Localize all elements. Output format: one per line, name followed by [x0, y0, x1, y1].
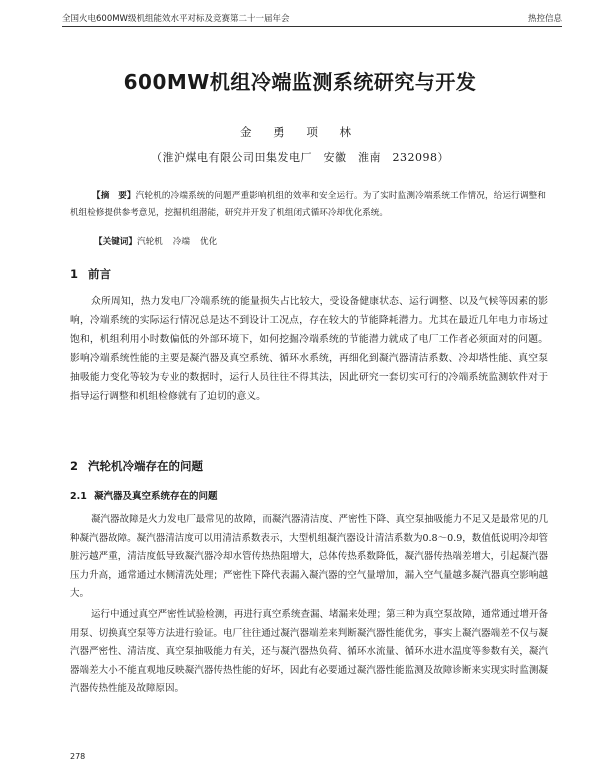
running-header-section: 热控信息 — [527, 14, 562, 24]
subsection-2-1-paragraph: 凝汽器故障是火力发电厂最常见的故障，而凝汽器清洁度、严密性下降、真空泵抽吸能力不足又是最常见的几种凝汽器故障。凝汽器清洁度可以用清洁系数表示，大型机组凝汽器设计清洁系数为0.8～0.9，数值低说明冷却管脏污越严重，清洁度低导致凝汽器冷却水管传热热阻增大，总体传热系数降低，凝汽器传热端差增大，引起凝汽器压力升高，通常通过水侧清洗处理；严密性下降代表漏入凝汽器的空气量增加，漏入空气量越多凝汽器真空影响越大。 — [70, 514, 548, 600]
subsection-2-1-heading — [70, 488, 218, 502]
section-2-title: 汽轮机冷端存在的问题 — [88, 459, 203, 473]
keyword: 优化 — [199, 237, 218, 247]
subsection-2-1-paragraph: 运行中通过真空严密性试验检测，再进行真空系统查漏、堵漏来处理；第三种为真空泵故障，通常通过增开备用泵、切换真空泵等方法进行验证。电厂往往通过凝汽器端差来判断凝汽器性能优劣，事实上凝汽器端差不仅与凝汽器严密性、清洁度、真空泵抽吸能力有关，还与凝汽器热负荷、循环水流量、循环水进水温度等参数有关，凝汽器端差大小不能直观地反映凝汽器传热性能的好坏，因此有必要通过凝汽器性能监测及故障诊断来实现实时监测凝汽器传热性能及故障原因。 — [70, 609, 548, 695]
abstract-label: 【摘 要】 — [92, 191, 136, 201]
keyword: 汽轮机 — [136, 237, 163, 247]
abstract-text: 汽轮机的冷端系统的问题严重影响机组的效率和安全运行。为了实时监测冷端系统工作情况，给运行调整和机组检修提供参考意见，挖掘机组潜能，研究并开发了机组闭式循环冷却优化系统。 — [70, 191, 546, 218]
running-header — [62, 12, 562, 27]
section-2-number: 2 — [70, 459, 79, 473]
author-affiliation: （淮沪煤电有限公司田集发电厂 安徽 淮南 232098） — [151, 151, 449, 164]
section-2-heading — [70, 458, 203, 474]
section-1-number: 1 — [70, 267, 79, 281]
subsection-2-1-number: 2.1 — [70, 491, 87, 502]
keywords — [94, 235, 227, 247]
section-1-heading — [70, 266, 111, 282]
section-1-paragraph: 众所周知，热力发电厂冷端系统的能量损失占比较大，受设备健康状态、运行调整、以及气候等因素的影响，冷端系统的实际运行情况总是达不到设计工况点，存在较大的节能降耗潜力。尤其在最近几年电力市场过饱和，机组利用小时数偏低的外部环境下，如何挖掘冷端系统的节能潜力就成了电厂工作者必须面对的问题。影响冷端系统性能的主要是凝汽器及真空系统、循环水系统，再细化到凝汽器清洁系数、冷却塔性能、真空泵抽吸能力变化等较为专业的数据时，运行人员往往不得其法，因此研究一套切实可行的冷端系统监测软件对于指导运行调整和机组检修就有了迫切的意义。 — [70, 296, 548, 402]
keywords-label: 【关键词】 — [94, 237, 137, 247]
section-1-title: 前言 — [88, 267, 111, 281]
subsection-2-1-title: 凝汽器及真空系统存在的问题 — [94, 491, 218, 502]
page-number: 278 — [70, 752, 86, 761]
paper-authors: 金 勇 项 林 — [240, 125, 360, 139]
keyword: 冷端 — [172, 237, 190, 247]
abstract — [70, 188, 546, 222]
paper-title: 600MW机组冷端监测系统研究与开发 — [123, 70, 477, 94]
running-header-conference: 全国火电600MW级机组能效水平对标及竞赛第二十一届年会 — [62, 14, 290, 24]
